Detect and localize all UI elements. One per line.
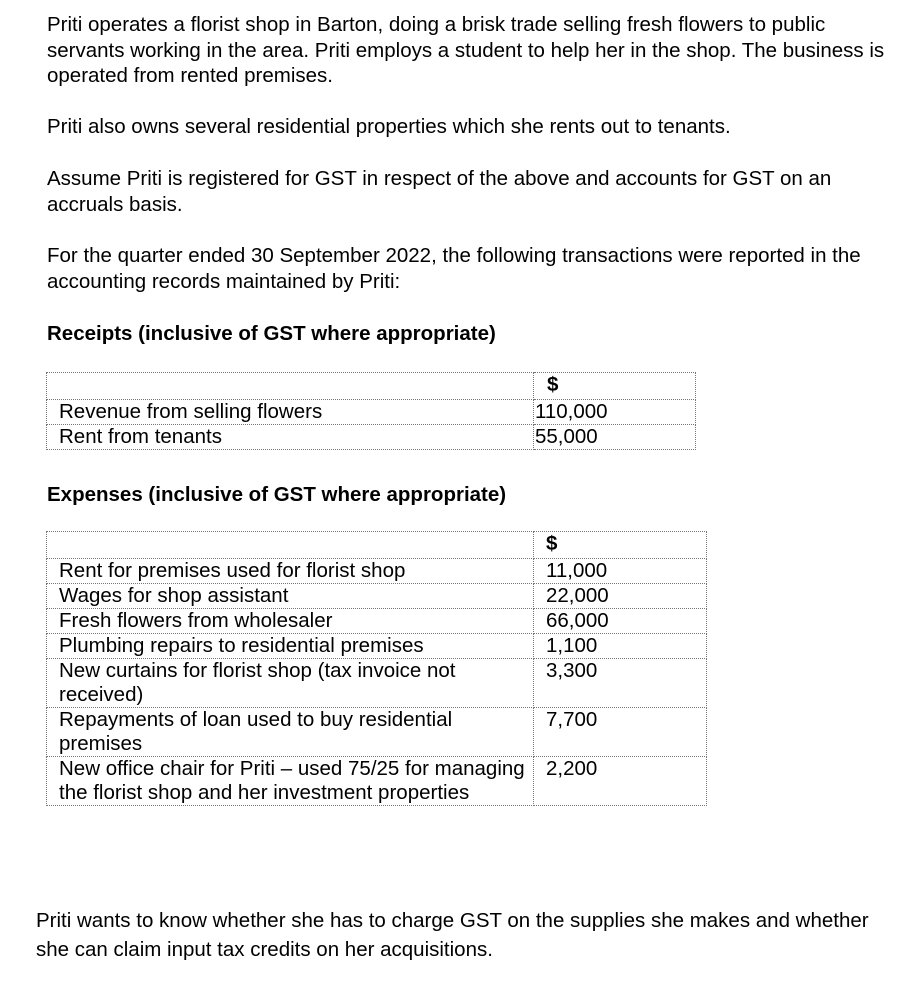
currency-header-cell [534,532,707,559]
receipts-table [46,372,696,450]
closing-paragraph: Priti wants to know whether she has to charge GST on the supplies she makes and whether she can claim input tax credits on her acquisitions. [36,909,869,961]
row-amount: 22,000 [534,584,707,609]
row-description: Fresh flowers from wholesaler [47,609,534,634]
row-description: Wages for shop assistant [47,584,534,609]
expenses-heading: Expenses (inclusive of GST where appropriate) [47,483,507,506]
row-amount: 66,000 [534,609,707,634]
table-header-row [47,532,707,559]
table-row [47,425,696,450]
intro-paragraph-4: For the quarter ended 30 September 2022, the following transactions were reported in the accounting records maintained by Priti: [47,244,861,293]
row-description: Plumbing repairs to residential premises [47,634,534,659]
row-amount: 2,200 [534,757,707,806]
currency-symbol: $ [546,532,558,555]
table-row [47,708,707,757]
table-row [47,584,707,609]
receipts-heading: Receipts (inclusive of GST where appropriate) [47,322,496,345]
expenses-table [46,531,707,806]
row-description: New office chair for Priti – used 75/25 for managing the florist shop and her investment properties [47,757,534,806]
table-header-row [47,373,696,400]
currency-header-cell [534,373,696,400]
row-description: Revenue from selling flowers [47,400,534,425]
row-amount: 7,700 [534,708,707,757]
row-amount: 110,000 [534,400,696,425]
table-row [47,757,707,806]
row-description: New curtains for florist shop (tax invoice not received) [47,659,534,708]
row-description: Rent for premises used for florist shop [47,559,534,584]
row-description: Rent from tenants [47,425,534,450]
description-header-cell [47,373,534,400]
description-header-cell [47,532,534,559]
row-amount: 1,100 [534,634,707,659]
table-row [47,659,707,708]
intro-paragraph-1: Priti operates a florist shop in Barton, doing a brisk trade selling fresh flowers to public servants working in the area. Priti employs a student to help her in the shop. The business is operated from rented premises. [47,13,885,87]
currency-symbol: $ [547,373,559,396]
row-amount: 3,300 [534,659,707,708]
row-description: Repayments of loan used to buy residential premises [47,708,534,757]
table-row [47,400,696,425]
intro-paragraph-2: Priti also owns several residential properties which she rents out to tenants. [47,115,731,138]
table-row [47,559,707,584]
intro-paragraph-3: Assume Priti is registered for GST in respect of the above and accounts for GST on an accruals basis. [47,167,832,216]
row-amount: 55,000 [534,425,696,450]
table-row [47,609,707,634]
row-amount: 11,000 [534,559,707,584]
table-row [47,634,707,659]
